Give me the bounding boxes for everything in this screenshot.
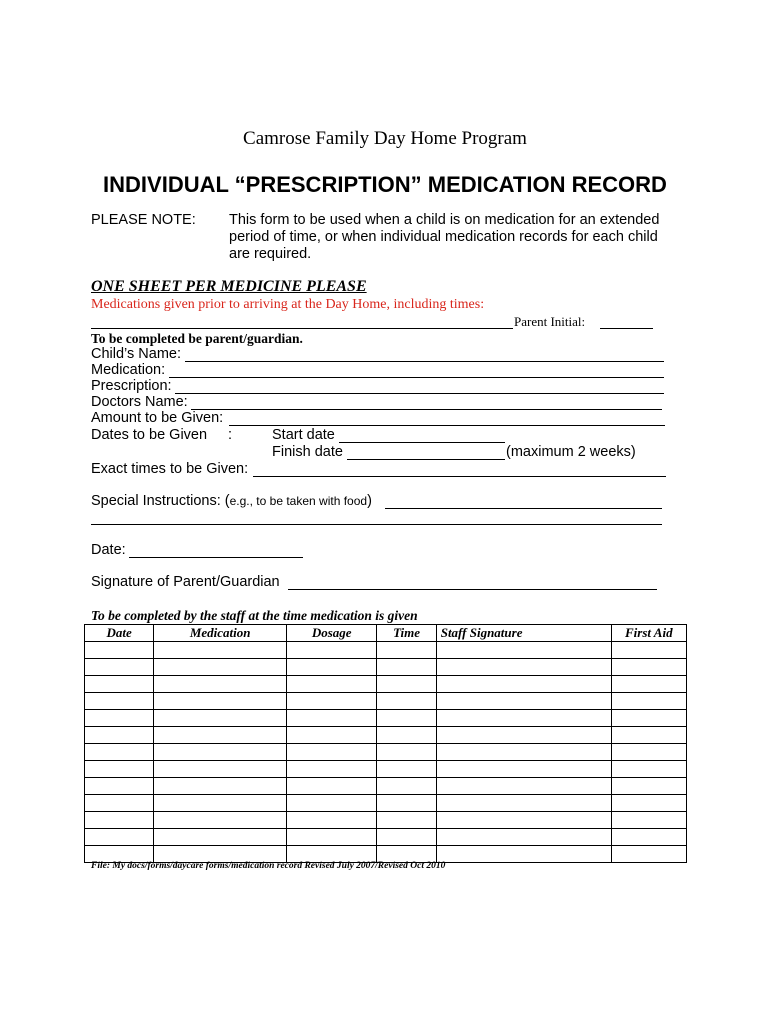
first-aid-cell[interactable]: [611, 778, 686, 795]
dosage-cell[interactable]: [287, 795, 377, 812]
first-aid-cell[interactable]: [611, 727, 686, 744]
table-row: [85, 710, 687, 727]
staff-section-heading: To be completed by the staff at the time medication is given: [91, 608, 418, 623]
table-header-row: [85, 625, 687, 642]
special-instructions-field-2[interactable]: [91, 524, 662, 525]
medication-cell[interactable]: [154, 676, 287, 693]
dosage-cell[interactable]: [287, 676, 377, 693]
prescription-field[interactable]: [175, 393, 664, 394]
medication-field[interactable]: [169, 377, 664, 378]
exact-times-field[interactable]: [253, 476, 666, 477]
staff-signature-cell[interactable]: [436, 778, 611, 795]
special-instructions-example: e.g., to be taken with food: [229, 494, 368, 508]
medication-log-table: [84, 624, 687, 863]
dates-label: Dates to be Given: [91, 427, 208, 443]
dosage-cell[interactable]: [287, 693, 377, 710]
amount-label: Amount to be Given:: [91, 410, 224, 426]
max-weeks-note: (maximum 2 weeks): [506, 444, 636, 460]
staff-signature-cell[interactable]: [436, 761, 611, 778]
please-note-label: PLEASE NOTE:: [91, 212, 196, 228]
medication-cell[interactable]: [154, 659, 287, 676]
date-cell[interactable]: [85, 710, 154, 727]
time-cell[interactable]: [377, 744, 436, 761]
date-cell[interactable]: [85, 761, 154, 778]
dosage-cell[interactable]: [287, 659, 377, 676]
first-aid-cell[interactable]: [611, 829, 686, 846]
date-cell[interactable]: [85, 676, 154, 693]
table-row: [85, 693, 687, 710]
time-cell[interactable]: [377, 812, 436, 829]
date-cell[interactable]: [85, 744, 154, 761]
time-cell[interactable]: [377, 761, 436, 778]
dosage-cell[interactable]: [287, 778, 377, 795]
special-instructions-close: ): [367, 493, 372, 509]
medication-cell[interactable]: [154, 846, 287, 863]
prior-medications-note: Medications given prior to arriving at the Day Home, including times:: [91, 297, 485, 312]
special-instructions-field[interactable]: [385, 508, 662, 509]
doctors-name-field[interactable]: [191, 409, 662, 410]
staff-signature-cell[interactable]: [436, 693, 611, 710]
dosage-cell[interactable]: [287, 744, 377, 761]
date-cell[interactable]: [85, 727, 154, 744]
parent-initial-line[interactable]: [600, 328, 653, 329]
col-medication-header: Medication: [154, 625, 287, 642]
medication-cell[interactable]: [154, 744, 287, 761]
table-row: [85, 829, 687, 846]
exact-times-label: Exact times to be Given:: [91, 461, 249, 477]
child-name-field[interactable]: [185, 361, 664, 362]
time-cell[interactable]: [377, 710, 436, 727]
staff-signature-cell[interactable]: [436, 846, 611, 863]
medication-cell[interactable]: [154, 693, 287, 710]
first-aid-cell[interactable]: [611, 761, 686, 778]
time-cell[interactable]: [377, 778, 436, 795]
staff-signature-cell[interactable]: [436, 727, 611, 744]
special-instructions-label: [91, 493, 372, 509]
first-aid-cell[interactable]: [611, 795, 686, 812]
staff-signature-cell[interactable]: [436, 710, 611, 727]
staff-signature-cell[interactable]: [436, 812, 611, 829]
staff-signature-cell[interactable]: [436, 829, 611, 846]
signature-label: Signature of Parent/Guardian: [91, 574, 280, 590]
dosage-cell[interactable]: [287, 710, 377, 727]
medication-cell[interactable]: [154, 710, 287, 727]
time-cell[interactable]: [377, 846, 436, 863]
staff-signature-cell[interactable]: [436, 744, 611, 761]
time-cell[interactable]: [377, 693, 436, 710]
medication-cell[interactable]: [154, 727, 287, 744]
medication-cell[interactable]: [154, 795, 287, 812]
col-dosage-header: Dosage: [287, 625, 377, 642]
medication-log-body: [85, 642, 687, 863]
staff-signature-cell[interactable]: [436, 676, 611, 693]
dosage-cell[interactable]: [287, 846, 377, 863]
col-staff-signature-header: Staff Signature: [436, 625, 611, 642]
special-instructions-text: Special Instructions: (: [91, 493, 230, 509]
dosage-cell[interactable]: [287, 642, 377, 659]
finish-date-label: Finish date: [272, 444, 343, 460]
date-cell[interactable]: [85, 846, 154, 863]
start-date-field[interactable]: [339, 442, 505, 443]
date-field[interactable]: [129, 557, 303, 558]
file-footer: File: My docs/forms/daycare forms/medication record Revised July 2007/Revised Oct 2010: [91, 861, 446, 871]
date-cell[interactable]: [85, 659, 154, 676]
table-row: [85, 846, 687, 863]
time-cell[interactable]: [377, 642, 436, 659]
medication-cell[interactable]: [154, 829, 287, 846]
date-cell[interactable]: [85, 829, 154, 846]
staff-signature-cell[interactable]: [436, 795, 611, 812]
first-aid-cell[interactable]: [611, 659, 686, 676]
form-title: INDIVIDUAL “PRESCRIPTION” MEDICATION RECORD: [103, 172, 667, 197]
time-cell[interactable]: [377, 727, 436, 744]
one-sheet-notice: ONE SHEET PER MEDICINE PLEASE: [91, 278, 367, 295]
time-cell[interactable]: [377, 676, 436, 693]
prior-medications-line[interactable]: [91, 328, 513, 329]
staff-signature-cell[interactable]: [436, 642, 611, 659]
table-row: [85, 642, 687, 659]
time-cell[interactable]: [377, 659, 436, 676]
medication-cell[interactable]: [154, 761, 287, 778]
time-cell[interactable]: [377, 795, 436, 812]
table-row: [85, 812, 687, 829]
dosage-cell[interactable]: [287, 829, 377, 846]
please-note-line-3: are required.: [229, 246, 312, 262]
table-row: [85, 795, 687, 812]
first-aid-cell[interactable]: [611, 693, 686, 710]
medication-cell[interactable]: [154, 812, 287, 829]
medication-cell[interactable]: [154, 778, 287, 795]
parent-section-heading: To be completed be parent/guardian.: [91, 331, 303, 346]
medication-cell[interactable]: [154, 642, 287, 659]
medication-label: Medication:: [91, 362, 166, 378]
staff-signature-cell[interactable]: [436, 659, 611, 676]
amount-field[interactable]: [229, 425, 665, 426]
date-cell[interactable]: [85, 778, 154, 795]
please-note-line-1: This form to be used when a child is on medication for an extended: [229, 212, 660, 228]
first-aid-cell[interactable]: [611, 676, 686, 693]
please-note-line-2: period of time, or when individual medication records for each child: [229, 229, 658, 245]
first-aid-cell[interactable]: [611, 812, 686, 829]
first-aid-cell[interactable]: [611, 710, 686, 727]
table-row: [85, 676, 687, 693]
prescription-label: Prescription:: [91, 378, 172, 394]
dosage-cell[interactable]: [287, 727, 377, 744]
start-date-label: Start date: [272, 427, 335, 443]
table-row: [85, 761, 687, 778]
table-row: [85, 744, 687, 761]
date-cell[interactable]: [85, 642, 154, 659]
date-cell[interactable]: [85, 812, 154, 829]
date-cell[interactable]: [85, 795, 154, 812]
finish-date-field[interactable]: [347, 459, 505, 460]
col-time-header: Time: [377, 625, 436, 642]
table-row: [85, 778, 687, 795]
dates-colon: :: [228, 427, 233, 443]
col-first-aid-header: First Aid: [611, 625, 686, 642]
child-name-label: Child’s Name:: [91, 346, 181, 362]
parent-initial-label: Parent Initial:: [514, 314, 586, 329]
first-aid-cell[interactable]: [611, 846, 686, 863]
doctors-name-label: Doctors Name:: [91, 394, 188, 410]
date-cell[interactable]: [85, 693, 154, 710]
date-label: Date:: [91, 542, 126, 558]
table-row: [85, 659, 687, 676]
time-cell[interactable]: [377, 829, 436, 846]
dosage-cell[interactable]: [287, 812, 377, 829]
table-row: [85, 727, 687, 744]
signature-field[interactable]: [288, 589, 657, 590]
col-date-header: Date: [85, 625, 154, 642]
org-title: Camrose Family Day Home Program: [243, 128, 527, 149]
first-aid-cell[interactable]: [611, 642, 686, 659]
first-aid-cell[interactable]: [611, 744, 686, 761]
dosage-cell[interactable]: [287, 761, 377, 778]
